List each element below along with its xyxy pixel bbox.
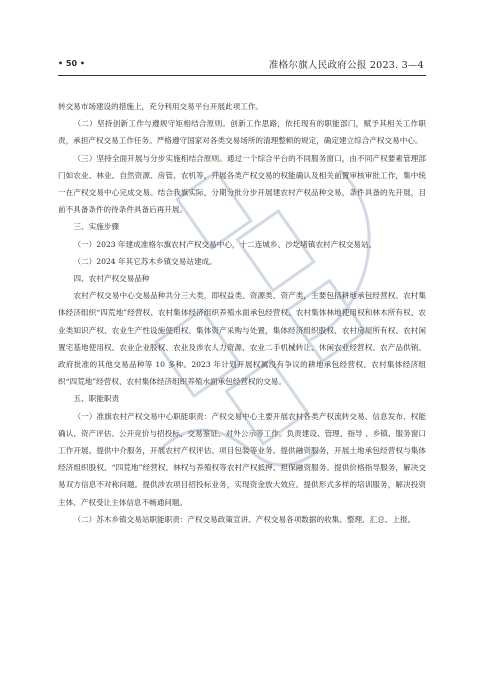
section-heading: 五、职能职责: [73, 394, 120, 404]
publication-title: 准格尔旗人民政府公报 2023. 3—4: [268, 60, 424, 71]
page-number: • 50 •: [58, 59, 85, 68]
document-body: [58, 98, 426, 528]
header-rule: [58, 75, 426, 76]
page-header: [58, 56, 424, 74]
paragraph: （一）2023 年建成准格尔旗农村产权交易中心，十二连城乡、沙圪堵镇农村产权交易站。: [73, 239, 377, 249]
paragraph: （二）苏木乡镇交易站职能职责：产权交易政策宣讲、产权交易各项数据的收集、整理、汇总、上报。: [73, 514, 416, 524]
section-heading: 三、实施步骤: [73, 222, 120, 232]
paragraph: 农村产权交易中心交易品种共分三大类，即权益类、资源类、资产类，主要包括耕地承包经营权、农村集体经济组织“四荒地”经营权、农村集体经济组织养殖水面承包经营权、农村集体林地使用权和林木所有权、农业类知识产权、农业生产性设施使用权、集体资产采购与处置，集体经济组织股权、农村房屋所有权、农村闲置宅基地使用权、农业企业股权、农业及涉农人力资源、农业二手机械转让、休闲农业经营权、农产品供销、政府批准的其他交易品种等 10 多种。2023 年计划开展权属没有争议的耕地承包经营权、农村集体经济组织“四荒地”经营权、农村集体经济组织养殖水面承包经营权的交易。: [58, 291, 426, 387]
paragraph: （三）坚持全面开展与分步实施相结合原则。通过一个综合平台的不同服务窗口，由不同产权要素管理部门如农业、林业、自然资源、房管、农机等，开展各类产权交易的权能确认及相关前置审核审批工作，集中统一在产权交易中心完成交易。结合我旗实际，分期分批分步开展建农村产权品种交易，条件具备的先开展，目前不具备条件的待条件具备后再开展。: [58, 153, 426, 215]
paragraph: （一）准旗农村产权交易中心职能职责：产权交易中心主要开展农村各类产权流转交易、信息发布、权能确认、资产评估、公开竞价与招投标、交易鉴证、对外公示等工作。负责建设、管理、指导 、乡镇、服务窗口工作开展。提供中介服务，开展农村产权评估、项目包装等业务。提供融资服务，开展土地承包经营权与集体经济组织股权、“四荒地”经营权、林权与养殖权等农村产权抵押、担保融资服务。提供价格指导服务，解决交易双方信息不对称问题。提供涉农项目招投标业务，实现资金放大效应。提供形式多样的培训服务，解决投资主体、产权受让主体信息不畅通问题。: [58, 411, 426, 507]
paragraph: 转交易市场建设的措施上，充分利用交易平台开展此项工作。: [58, 102, 264, 111]
paragraph: （二）2024 年其它苏木乡镇交易站建成。: [73, 256, 217, 266]
paragraph: （二）坚持创新工作与遵规守矩相结合原则。创新工作思路，依托现有的职能部门，赋予其相关工作职责，承担产权交易工作任务。严格遵守国家对各类交易场所的清理整顿的规定，确定建立综合产权交易中心。: [58, 119, 426, 146]
section-heading: 四、农村产权交易品种: [73, 274, 150, 284]
